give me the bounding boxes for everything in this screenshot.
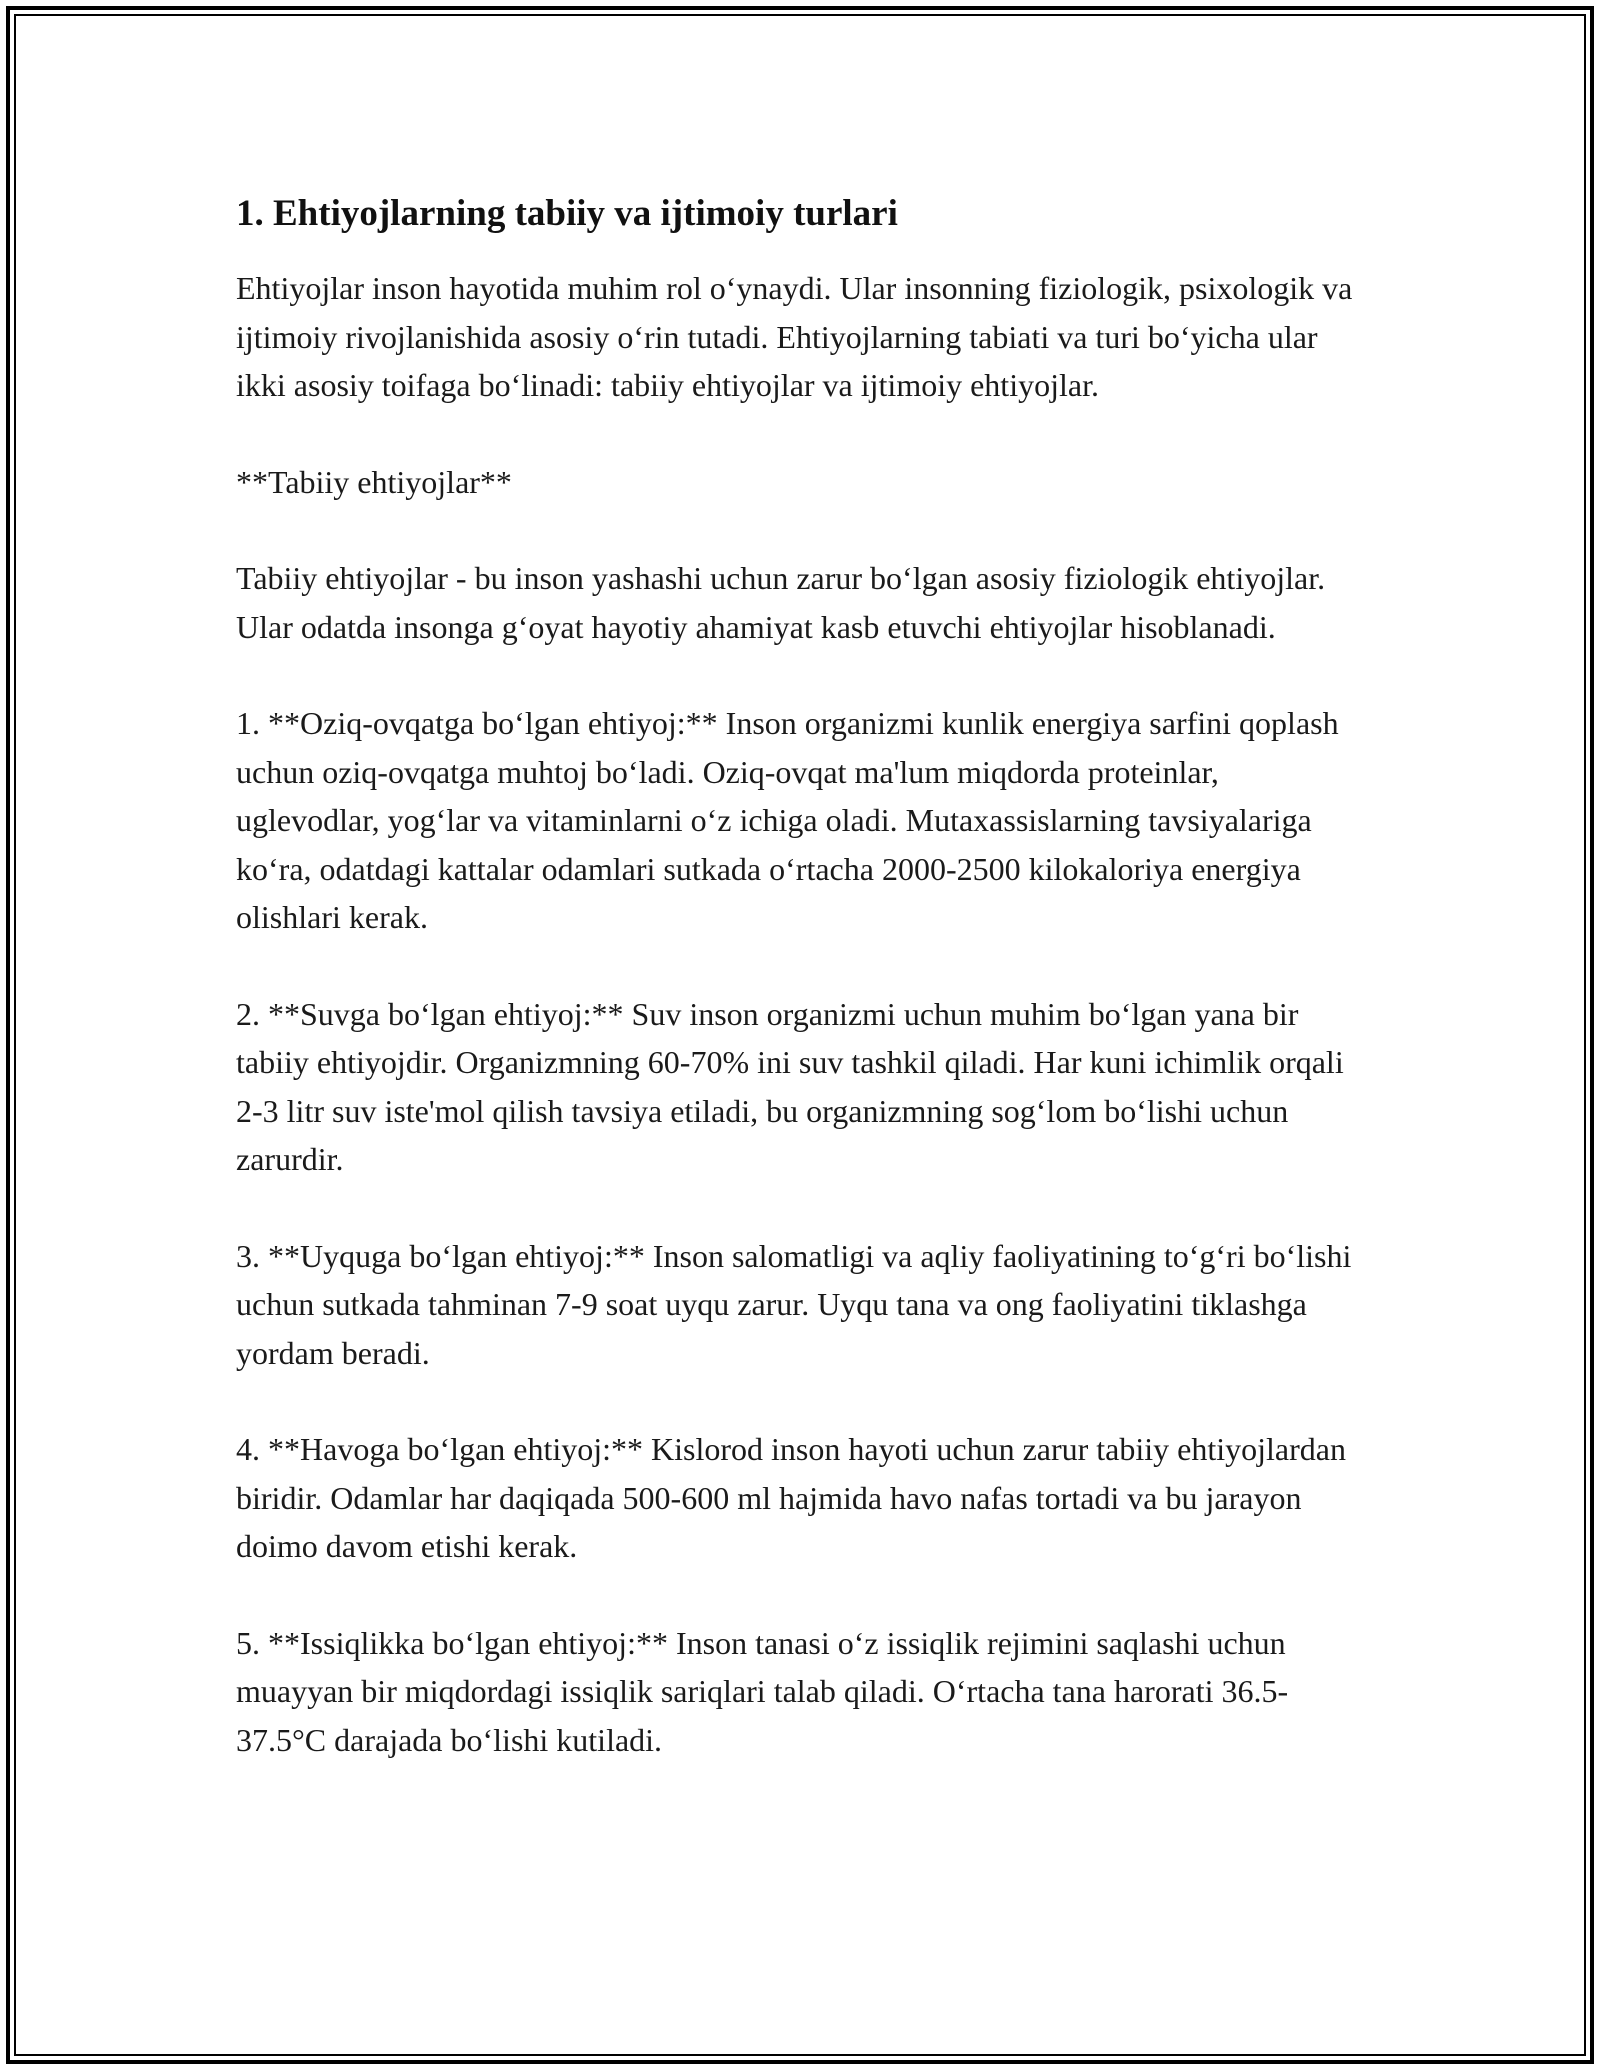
subheading-paragraph: **Tabiiy ehtiyojlar**	[236, 463, 512, 500]
intro-paragraph: Ehtiyojlar inson hayotida muhim rol o‘ynaydi. Ular insonning fiziologik, psixologik va ijtimoiy rivojlanishida asosiy o‘rin tutadi. Ehtiyojlarning tabiati va turi bo‘yicha ular ikki asosiy toifaga bo‘linadi: tabiiy ehtiyojlar va ijtimoiy ehtiyojlar.	[236, 270, 1353, 403]
list-item-warmth: 5. **Issiqlikka bo‘lgan ehtiyoj:** Inson tanasi o‘z issiqlik rejimini saqlashi uchun muayyan bir miqdordagi issiqlik sariqlari talab qiladi. O‘rtacha tana harorati 36.5-37.5°C darajada bo‘lishi kutiladi.	[236, 1624, 1289, 1758]
definition-paragraph: Tabiiy ehtiyojlar - bu inson yashashi uchun zarur bo‘lgan asosiy fiziologik ehtiyojlar. Ular odatda insonga g‘oyat hayotiy ahamiyat kasb etuvchi ehtiyojlar hisoblanadi.	[236, 560, 1326, 645]
list-item-food: 1. **Oziq-ovqatga bo‘lgan ehtiyoj:** Inson organizmi kunlik energiya sarfini qoplash uchun oziq-ovqatga muhtoj bo‘ladi. Oziq-ovqat ma'lum miqdorda proteinlar, uglevodlar, yog‘lar va vitaminlarni o‘z ichiga oladi. Mutaxassislarning tavsiyalariga ko‘ra, odatdagi kattalar odamlari sutkada o‘rtacha 2000-2500 kilokaloriya energiya olishlari kerak.	[236, 705, 1339, 935]
list-item-water: 2. **Suvga bo‘lgan ehtiyoj:** Suv inson organizmi uchun muhim bo‘lgan yana bir tabiiy ehtiyojdir. Organizmning 60-70% ini suv tashkil qiladi. Har kuni ichimlik orqali 2-3 litr suv iste'mol qilish tavsiya etiladi, bu organizmning sog‘lom bo‘lishi uchun zarurdir.	[236, 995, 1344, 1177]
list-item-air: 4. **Havoga bo‘lgan ehtiyoj:** Kislorod inson hayoti uchun zarur tabiiy ehtiyojlardan biridir. Odamlar har daqiqada 500-600 ml hajmida havo nafas tortadi va bu jarayon doimo davom etishi kerak.	[236, 1431, 1346, 1564]
list-item-sleep: 3. **Uyquga bo‘lgan ehtiyoj:** Inson salomatligi va aqliy faoliyatining to‘g‘ri bo‘lishi uchun sutkada tahminan 7-9 soat uyqu zarur. Uyqu tana va ong faoliyatini tiklashga yordam beradi.	[236, 1237, 1352, 1371]
section-title: 1. Ehtiyojlarning tabiiy va ijtimoiy turlari	[236, 193, 898, 234]
document-body	[236, 186, 1366, 1812]
